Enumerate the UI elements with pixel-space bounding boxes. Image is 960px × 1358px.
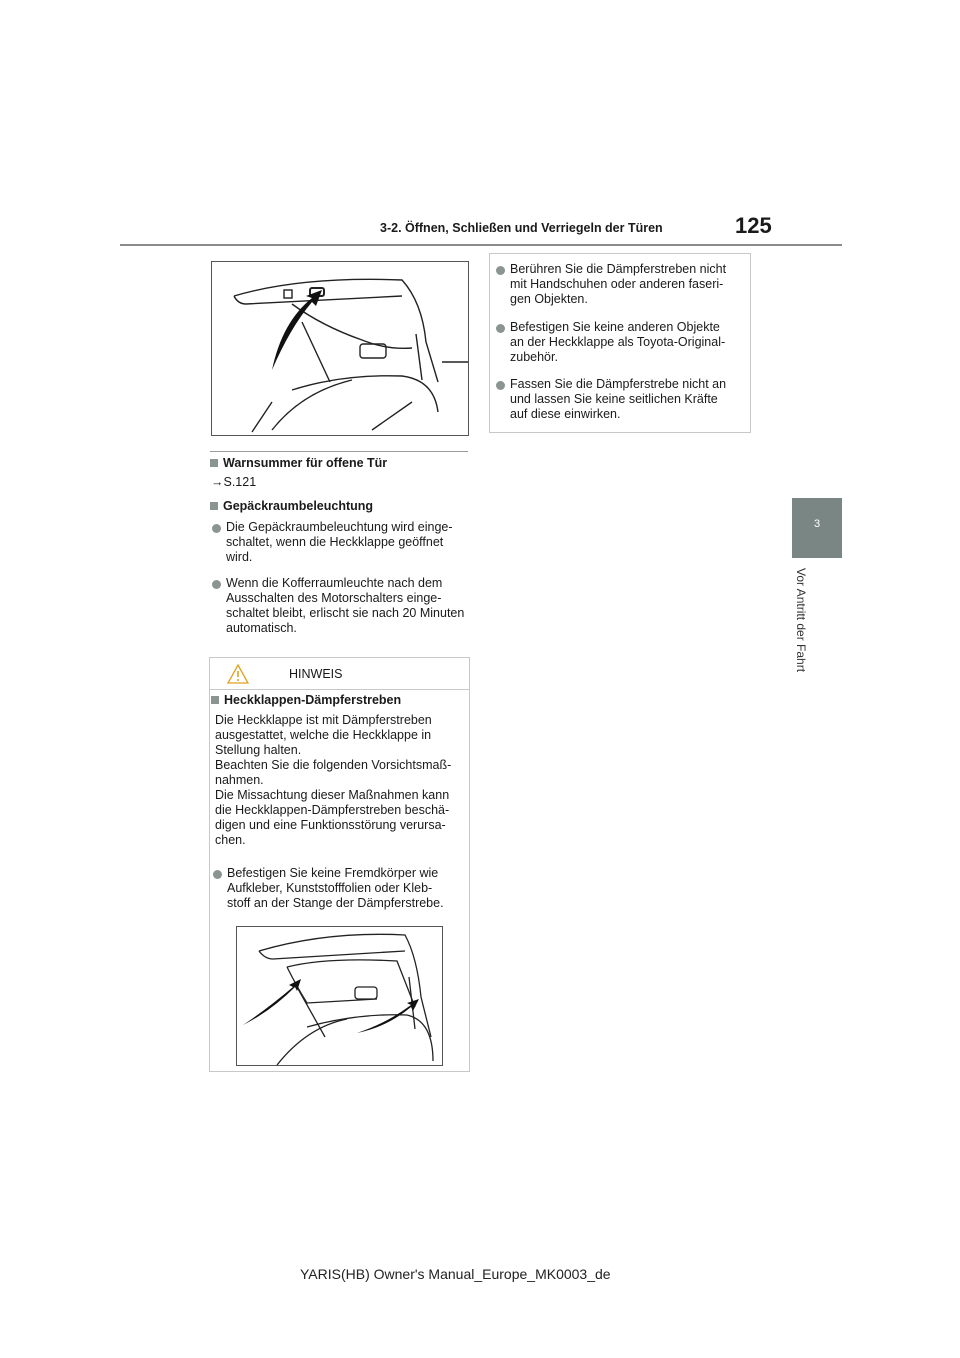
page-reference: →S.121	[211, 475, 257, 489]
damper-struts-illustration	[236, 926, 443, 1066]
section-square-icon	[211, 696, 219, 704]
warning-triangle-icon	[227, 664, 249, 684]
chapter-name: Vor Antritt der Fahrt	[794, 568, 808, 673]
bullet-icon	[212, 524, 221, 533]
section-divider	[210, 451, 468, 452]
list-item: Wenn die Kofferraumleuchte nach dem Ausschalten des Motorschalters einge- schaltet bleibt, erlischt sie nach 20 Minuten automatisch.	[210, 576, 470, 636]
tailgate-light-drawing	[212, 262, 468, 435]
bullet-icon	[496, 381, 505, 390]
list-item: Befestigen Sie keine Fremdkörper wie Aufkleber, Kunststofffolien oder Kleb- stoff an der Stange der Dämpferstrebe.	[211, 866, 467, 911]
section-title: 3-2. Öffnen, Schließen und Verriegeln der Türen	[380, 221, 663, 235]
footer-manual-id: YARIS(HB) Owner's Manual_Europe_MK0003_de	[300, 1266, 611, 1282]
notice-heading: Heckklappen-Dämpferstreben	[211, 693, 401, 708]
list-item: Berühren Sie die Dämpferstreben nicht mit Handschuhen oder anderen faseri- gen Objekten.	[494, 262, 746, 307]
notice-paragraph: Die Heckklappe ist mit Dämpferstreben ausgestattet, welche die Heckklappe in Stellung halten. Beachten Sie die folgenden Vorsichtsmaß- nahmen. Die Missachtung dieser Maßnahmen kann die Heckklappen-Dämpferstreben beschä- digen und eine Funktionsstörung verursa- chen.	[215, 713, 452, 847]
tailgate-light-illustration	[211, 261, 469, 436]
chapter-tab: 3	[792, 498, 842, 558]
damper-struts-drawing	[237, 927, 442, 1065]
bullet-icon	[496, 324, 505, 333]
section-square-icon	[210, 502, 218, 510]
list-item: Befestigen Sie keine anderen Objekte an der Heckklappe als Toyota-Original- zubehör.	[494, 320, 746, 365]
bullet-icon	[212, 580, 221, 589]
chapter-side-label	[794, 568, 808, 708]
luggage-light-heading: Gepäckraumbeleuchtung	[210, 499, 373, 514]
notice-label: HINWEIS	[289, 667, 343, 681]
warning-buzzer-heading: Warnsummer für offene Tür	[210, 456, 387, 471]
caution-box	[489, 253, 751, 433]
page-number: 125	[735, 213, 772, 238]
section-square-icon	[210, 459, 218, 467]
bullet-icon	[496, 266, 505, 275]
header-divider	[120, 244, 842, 246]
bullet-icon	[213, 870, 222, 879]
notice-divider	[210, 689, 469, 690]
list-item: Fassen Sie die Dämpferstrebe nicht an und lassen Sie keine seitlichen Kräfte auf diese einwirken.	[494, 377, 746, 422]
list-item: Die Gepäckraumbeleuchtung wird einge- schaltet, wenn die Heckklappe geöffnet wird.	[210, 520, 470, 565]
